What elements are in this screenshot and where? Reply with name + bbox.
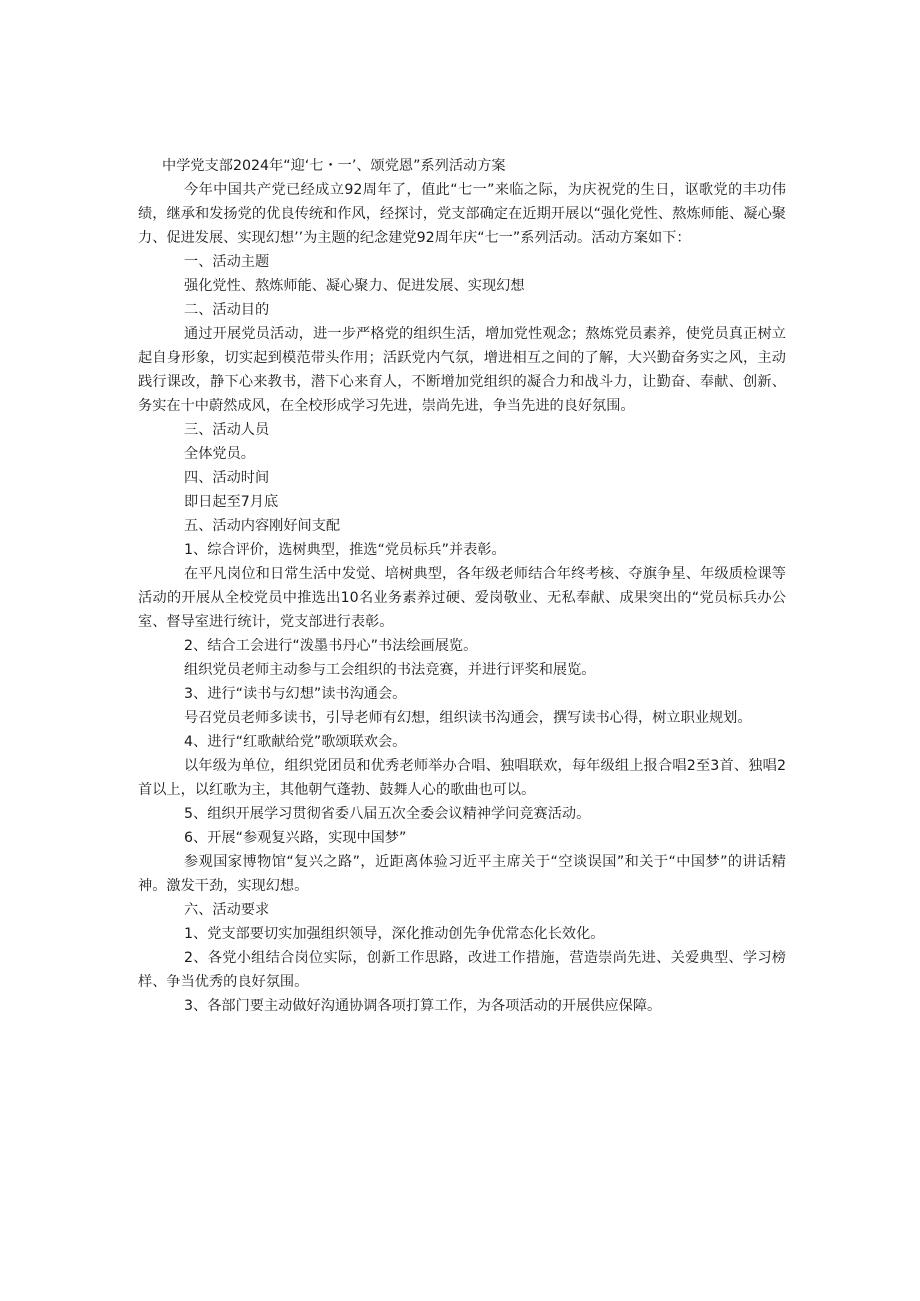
content-item-1-heading: 1、综合评价，选树典型，推选“党员标兵”并表彰。 [184, 542, 506, 558]
requirement-2: 2、各党小组结合岗位实际，创新工作思路，改进工作措施，营造崇尚先进、关爱典型、学习榜样、争当优秀的良好氛围。 [138, 950, 786, 990]
content-item-3-text: 号召党员老师多读书，引导老师有幻想，组织读书沟通会，撰写读书心得，树立职业规划。 [184, 710, 752, 726]
document-title: 中学党支部2024年“迎‘七・一’、颂党恩”系列活动方案 [162, 158, 506, 174]
content-item-2-heading: 2、结合工会进行“泼墨书丹心”书法绘画展览。 [184, 638, 478, 654]
content-item-6-heading: 6、开展“参观复兴路，实现中国梦” [184, 830, 407, 846]
theme-text: 强化党性、熬炼师能、凝心聚力、促进发展、实现幻想 [184, 278, 525, 294]
content-item-2-text: 组织党员老师主动参与工会组织的书法竞赛，并进行评奖和展览。 [184, 662, 596, 678]
requirement-1: 1、党支部要切实加强组织领导，深化推动创先争优常态化长效化。 [184, 926, 605, 942]
section-heading-content: 五、活动内容刚好间支配 [184, 518, 341, 534]
document-page [138, 154, 786, 1018]
section-heading-purpose: 二、活动目的 [184, 302, 270, 318]
section-heading-time: 四、活动时间 [184, 470, 270, 486]
purpose-text: 通过开展党员活动，进一步严格党的组织生活，增加党性观念；熬炼党员素养，使党员真正树立起自身形象，切实起到模范带头作用；活跃党内气氛，增进相互之间的了解，大兴勤奋务实之风，主动践行课改，静下心来教书，潜下心来育人，不断增加党组织的凝合力和战斗力，让勤奋、奉献、创新、务实在十中蔚然成风，在全校形成学习先进，崇尚先进，争当先进的良好氛围。 [138, 326, 786, 414]
content-item-6-text: 参观国家博物馆“复兴之路”，近距离体验习近平主席关于“空谈误国”和关于“中国梦”的讲话精神。激发干劲，实现幻想。 [138, 854, 786, 894]
section-heading-theme: 一、活动主题 [184, 254, 270, 270]
content-item-3-heading: 3、进行“读书与幻想”读书沟通会。 [184, 686, 407, 702]
content-item-4-text: 以年级为单位，组织党团员和优秀老师举办合唱、独唱联欢，每年级组上报合唱2至3首、独唱2首以上，以红歌为主，其他朝气蓬勃、鼓舞人心的歌曲也可以。 [138, 758, 786, 798]
time-text: 即日起至7月底 [184, 494, 279, 510]
content-item-5-heading: 5、组织开展学习贯彻省委八届五次全委会议精神学问竞赛活动。 [184, 806, 591, 822]
section-heading-requirements: 六、活动要求 [184, 902, 270, 918]
intro-paragraph: 今年中国共产党已经成立92周年了，值此“七一”来临之际，为庆祝党的生日，讴歌党的丰功伟绩，继承和发扬党的优良传统和作风，经探讨，党支部确定在近期开展以“强化党性、熬炼师能、凝心聚力、促进发展、实现幻想’’为主题的纪念建党92周年庆“七一”系列活动。活动方案如下： [138, 182, 786, 246]
section-heading-participants: 三、活动人员 [184, 422, 270, 438]
requirement-3: 3、各部门要主动做好沟通协调各项打算工作，为各项活动的开展供应保障。 [184, 998, 662, 1014]
content-item-4-heading: 4、进行“红歌献给党”歌颂联欢会。 [184, 734, 407, 750]
content-item-1-text: 在平凡岗位和日常生活中发觉、培树典型，各年级老师结合年终考核、夺旗争星、年级质检课等活动的开展从全校党员中推选出10名业务素养过硬、爱岗敬业、无私奉献、成果突出的“党员标兵办公室、督导室进行统计，党支部进行表彰。 [138, 566, 786, 630]
participants-text: 全体党员。 [184, 446, 255, 462]
